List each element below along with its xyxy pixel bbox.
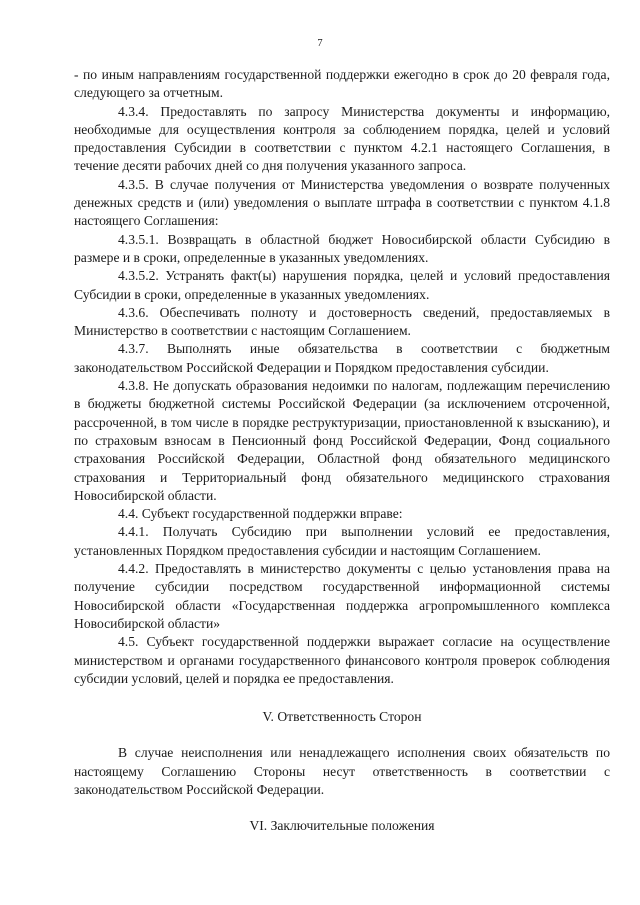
paragraph-4-4-1: 4.4.1. Получать Субсидию при выполнении условий ее предоставления, установленных Порядком предоставления субсидии и настоящим Соглашением. (74, 524, 610, 558)
page-number: 7 (317, 38, 323, 49)
paragraph-4-3-4: 4.3.4. Предоставлять по запросу Министерства документы и информацию, необходимые для осуществления контроля за соблюдением порядка, целей и условий предоставления Субсидии в соответствии с пунктом 4.2.1 настоящего Соглашения, в течение десяти рабочих дней со дня получения указанного запроса. (74, 103, 610, 174)
section-v-paragraph: В случае неисполнения или ненадлежащего исполнения своих обязательств по настоящему Соглашению Стороны несут ответственность в соответствии с законодательством Российской Федерации. (74, 745, 610, 797)
paragraph-4-3-5-2: 4.3.5.2. Устранять факт(ы) нарушения порядка, целей и условий предоставления Субсидии в сроки, определенные в указанных уведомлениях. (74, 268, 610, 302)
paragraph-4-3-7: 4.3.7. Выполнять иные обязательства в соответствии с бюджетным законодательством Российской Федерации и Порядком предоставления субсидии. (74, 341, 610, 375)
document-body (74, 66, 610, 854)
section-vi-title: VI. Заключительные положения (249, 818, 435, 834)
paragraph-4-3-5-1: 4.3.5.1. Возвращать в областной бюджет Новосибирской области Субсидию в размере и в сроки, определенные в указанных уведомлениях. (74, 231, 610, 265)
paragraph-continuation: - по иным направлениям государственной поддержки ежегодно в срок до 20 февраля года, следующего за отчетным. (74, 67, 610, 101)
paragraph-4-5: 4.5. Субъект государственной поддержки выражает согласие на осуществление министерством и органами государственного финансового контроля проверок соблюдения субсидии условий, целей и порядка ее предоставления. (74, 634, 610, 686)
paragraph-4-3-5: 4.3.5. В случае получения от Министерства уведомления о возврате полученных денежных средств и (или) уведомления о выплате штрафа в соответствии с пунктом 4.1.8 настоящего Соглашения: (74, 176, 610, 229)
paragraph-4-4: 4.4. Субъект государственной поддержки вправе: (118, 506, 403, 522)
paragraph-4-3-6: 4.3.6. Обеспечивать полноту и достоверность сведений, предоставляемых в Министерство в соответствии с настоящим Соглашением. (74, 304, 610, 339)
paragraph-4-3-8: 4.3.8. Не допускать образования недоимки по налогам, подлежащим перечислению в бюджеты бюджетной системы Российской Федерации (за исключением отсроченной, рассроченной, в том числе в порядке реструктуризации, приостановленной к взысканию), и по страховым взносам в Пенсионный фонд Российской Федерации, Фонд социального страхования Российской Федерации, Областной фонд обязательного медицинского страхования и Территориальный фонд обязательного медицинского страхования Новосибирской области. (74, 378, 610, 503)
section-v-title: V. Ответственность Сторон (262, 709, 422, 725)
paragraph-4-4-2: 4.4.2. Предоставлять в министерство документы с целью установления права на получение субсидии посредством государственной информационной системы Новосибирской области «Государственная поддержка агропромышленного комплекса Новосибирской области» (74, 561, 610, 631)
